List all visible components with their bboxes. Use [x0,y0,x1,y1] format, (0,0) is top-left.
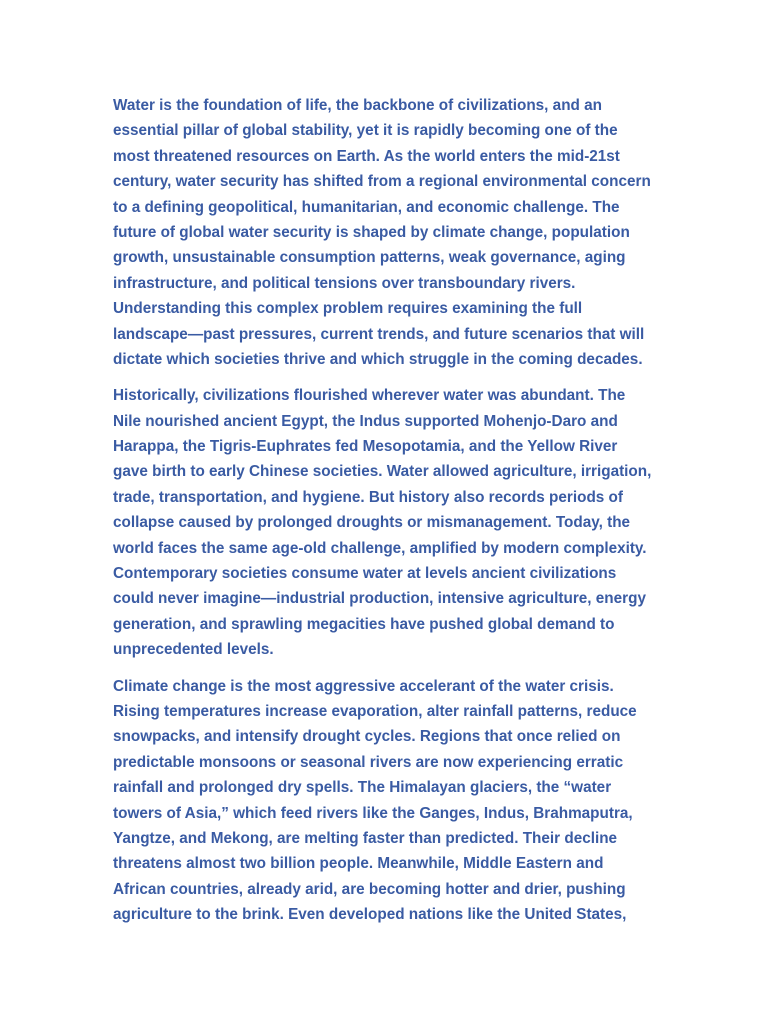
paragraph-1 [113,93,673,372]
text-line: agriculture to the brink. Even developed nations like the United States, [113,906,627,924]
text-line: to a defining geopolitical, humanitarian, and economic challenge. The [113,198,620,216]
text-line: could never imagine—industrial production, intensive agriculture, energy [113,590,646,608]
text-line: collapse caused by prolonged droughts or mismanagement. Today, the [113,514,631,532]
text-line: Water is the foundation of life, the backbone of civilizations, and an [113,97,602,114]
text-line: growth, unsustainable consumption patterns, weak governance, aging [113,249,626,267]
text-line: dictate which societies thrive and which struggle in the coming decades. [113,350,643,368]
text-line: generation, and sprawling megacities have pushed global demand to [113,615,615,633]
text-line: Historically, civilizations flourished wherever water was abundant. The [113,387,626,405]
text-line: infrastructure, and political tensions over transboundary rivers. [113,274,576,292]
text-line: Climate change is the most aggressive accelerant of the water crisis. [113,677,614,695]
text-line: predictable monsoons or seasonal rivers are now experiencing erratic [113,753,624,771]
text-line: trade, transportation, and hygiene. But history also records periods of [113,488,623,506]
text-line: Rising temperatures increase evaporation, alter rainfall patterns, reduce [113,702,637,720]
text-line: towers of Asia,” which feed rivers like the Ganges, Indus, Brahmaputra, [113,804,633,822]
text-line: Yangtze, and Mekong, are melting faster than predicted. Their decline [113,829,618,847]
text-line: African countries, already arid, are becoming hotter and drier, pushing [113,880,626,898]
text-line: rainfall and prolonged dry spells. The Himalayan glaciers, the “water [113,779,612,797]
text-line: snowpacks, and intensify drought cycles. Regions that once relied on [113,728,621,746]
text-line: future of global water security is shaped by climate change, population [113,223,630,241]
text-line: world faces the same age-old challenge, amplified by modern complexity. [113,539,647,557]
text-line: century, water security has shifted from a regional environmental concern [113,173,651,191]
paragraph-2 [113,383,673,662]
text-line: Understanding this complex problem requires examining the full [113,300,583,318]
text-line: Contemporary societies consume water at levels ancient civilizations [113,565,617,583]
document-body [113,93,673,939]
text-line: essential pillar of global stability, yet it is rapidly becoming one of the [113,122,618,140]
text-line: gave birth to early Chinese societies. Water allowed agriculture, irrigation, [113,463,652,481]
text-line: most threatened resources on Earth. As the world enters the mid-21st [113,147,620,165]
paragraph-3 [113,674,673,928]
text-line: Nile nourished ancient Egypt, the Indus supported Mohenjo-Daro and [113,412,618,430]
text-line: landscape—past pressures, current trends, and future scenarios that will [113,325,645,343]
text-line: unprecedented levels. [113,641,274,659]
text-line: Harappa, the Tigris-Euphrates fed Mesopotamia, and the Yellow River [113,438,618,456]
text-line: threatens almost two billion people. Meanwhile, Middle Eastern and [113,855,604,873]
